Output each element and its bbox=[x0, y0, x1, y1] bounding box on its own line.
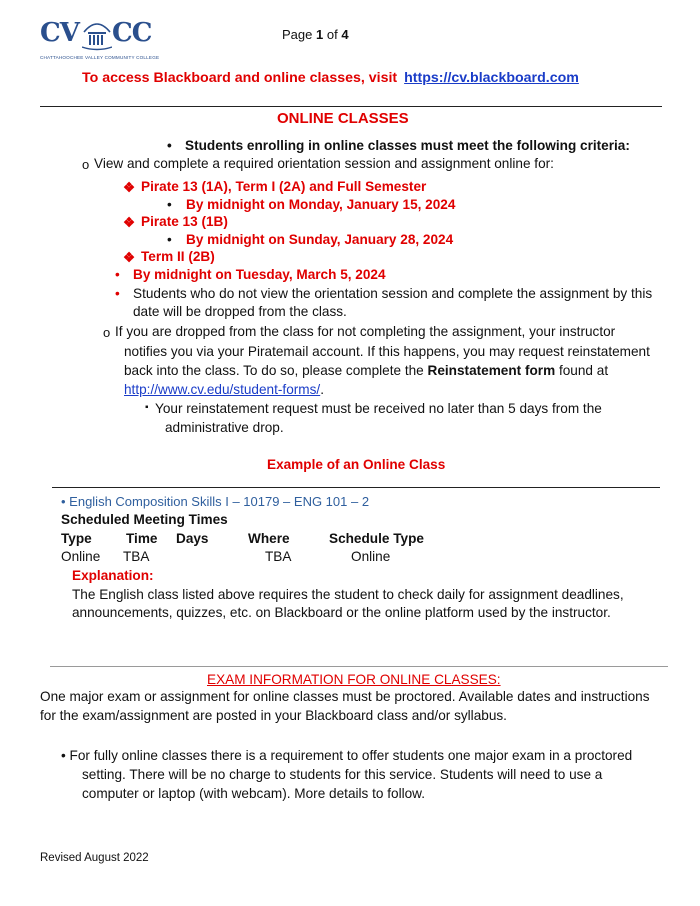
college-logo bbox=[40, 16, 160, 64]
exam-para-line2: for the exam/assignment are posted in your Blackboard class and/or syllabus. bbox=[40, 708, 507, 723]
reinstatement-form-label: Reinstatement form bbox=[427, 363, 556, 378]
term1-dot: • bbox=[167, 197, 172, 212]
term3-dot: • bbox=[115, 267, 120, 282]
col-type: Type bbox=[61, 531, 92, 546]
course-line: • English Composition Skills I – 10179 – ENG 101 – 2 bbox=[61, 494, 370, 509]
col-schedule-type: Schedule Type bbox=[329, 531, 424, 546]
o2-link-line bbox=[124, 382, 324, 397]
exam-bullet-line1: • For fully online classes there is a requirement to offer students one major exam in a proctored bbox=[61, 748, 633, 763]
explanation-line1: The English class listed above requires the student to check daily for assignment deadlines, bbox=[72, 587, 624, 602]
reinstate-line2: administrative drop. bbox=[165, 420, 284, 435]
term3-label: Term II (2B) bbox=[141, 249, 215, 264]
exam-title: EXAM INFORMATION FOR ONLINE CLASSES: bbox=[207, 672, 501, 687]
criteria-bullet: • bbox=[167, 138, 172, 153]
divider-example bbox=[52, 487, 660, 488]
o2-marker: o bbox=[103, 325, 111, 340]
divider-exam bbox=[50, 666, 668, 667]
o2-link-period: . bbox=[320, 382, 324, 397]
o2-line3-text: back into the class. To do so, please complete the bbox=[124, 363, 424, 378]
o1-marker: o bbox=[82, 157, 90, 172]
access-text: To access Blackboard and online classes, visit bbox=[82, 70, 398, 86]
term2-label: Pirate 13 (1B) bbox=[141, 214, 228, 229]
scheduled-meeting-times: Scheduled Meeting Times bbox=[61, 512, 228, 527]
student-forms-link[interactable]: http://www.cv.edu/student-forms/ bbox=[124, 382, 321, 397]
term2-diamond: ❖ bbox=[123, 215, 136, 230]
term2-dot: • bbox=[167, 232, 172, 247]
term3-diamond: ❖ bbox=[123, 250, 136, 265]
online-classes-title: ONLINE CLASSES bbox=[277, 110, 409, 127]
cell-type: Online bbox=[61, 549, 101, 564]
explanation-line2: announcements, quizzes, etc. on Blackboard or the online platform used by the instructor. bbox=[72, 605, 611, 620]
example-title: Example of an Online Class bbox=[267, 457, 446, 472]
term1-deadline: By midnight on Monday, January 15, 2024 bbox=[186, 197, 456, 212]
term3-deadline: By midnight on Tuesday, March 5, 2024 bbox=[133, 267, 386, 282]
criteria-text: Students enrolling in online classes must meet the following criteria: bbox=[185, 138, 630, 153]
page-of: of bbox=[326, 27, 338, 42]
col-days: Days bbox=[176, 531, 209, 546]
page-number: 1 bbox=[316, 27, 324, 42]
reinstate-line1: Your reinstatement request must be received no later than 5 days from the bbox=[155, 401, 602, 416]
o2-line1: If you are dropped from the class for not completing the assignment, your instructor bbox=[115, 324, 616, 339]
dropped-line1: Students who do not view the orientation session and complete the assignment by this bbox=[133, 286, 653, 301]
exam-para-line1: One major exam or assignment for online classes must be proctored. Available dates and instructions bbox=[40, 689, 650, 704]
page-total: 4 bbox=[341, 27, 349, 42]
explanation-label: Explanation: bbox=[72, 568, 154, 583]
square-bullet: ▪ bbox=[145, 402, 149, 413]
blackboard-link[interactable]: https://cv.blackboard.com bbox=[404, 70, 579, 86]
col-time: Time bbox=[126, 531, 158, 546]
building-icon bbox=[82, 16, 112, 52]
logo-subtitle: CHATTAHOOCHEE VALLEY COMMUNITY COLLEGE bbox=[40, 55, 160, 60]
term1-diamond: ❖ bbox=[123, 180, 136, 195]
revised-date: Revised August 2022 bbox=[40, 852, 149, 864]
cell-time: TBA bbox=[123, 549, 150, 564]
o1-text: View and complete a required orientation session and assignment online for: bbox=[94, 156, 554, 171]
dropped-dot: • bbox=[115, 286, 120, 301]
exam-bullet-line3: computer or laptop (with webcam). More details to follow. bbox=[82, 786, 426, 801]
cell-schedule-type: Online bbox=[351, 549, 391, 564]
page-label: Page bbox=[282, 27, 313, 42]
dropped-line2: date will be dropped from the class. bbox=[133, 304, 347, 319]
page-indicator bbox=[282, 27, 349, 42]
divider-top bbox=[40, 106, 662, 107]
term2-deadline: By midnight on Sunday, January 28, 2024 bbox=[186, 232, 454, 247]
col-where: Where bbox=[248, 531, 290, 546]
term1-label: Pirate 13 (1A), Term I (2A) and Full Semester bbox=[141, 179, 427, 194]
logo-text-left: CV bbox=[40, 18, 79, 48]
cell-where: TBA bbox=[265, 549, 292, 564]
access-line bbox=[82, 70, 579, 86]
o2-line3 bbox=[124, 363, 608, 378]
exam-bullet-line2: setting. There will be no charge to students for this service. Students will need to use a bbox=[82, 767, 603, 782]
logo-text-right: CC bbox=[112, 18, 152, 48]
o2-line3-found: found at bbox=[558, 363, 609, 378]
o2-line2: notifies you via your Piratemail account. If this happens, you may request reinstatement bbox=[124, 344, 650, 359]
